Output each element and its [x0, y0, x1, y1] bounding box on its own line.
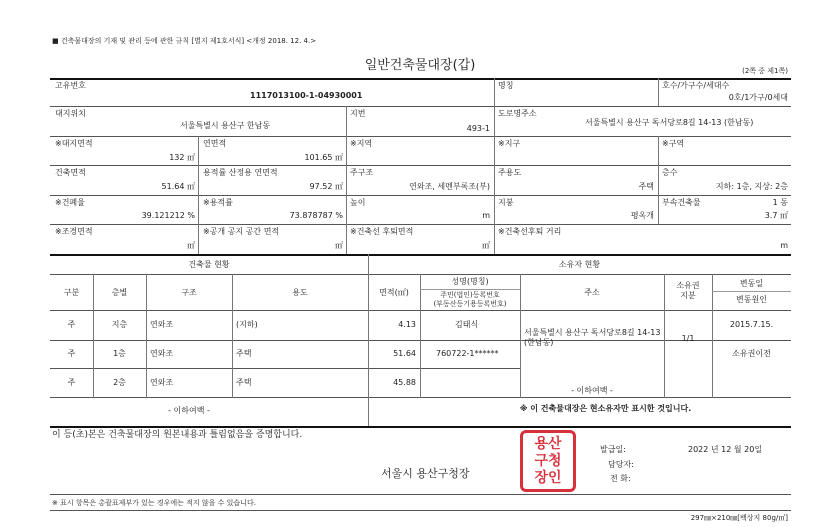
- building-area-value: 51.64 ㎡: [161, 182, 195, 191]
- setback-area-value: ㎡: [482, 241, 490, 250]
- height-value: m: [482, 211, 490, 220]
- name-label: 명칭: [498, 81, 514, 90]
- table-row-1-structure: 연와조: [150, 349, 174, 358]
- landscape-value: ㎡: [187, 241, 195, 250]
- col-change-reason: 변동원인: [736, 295, 767, 304]
- far-value: 73.878787 %: [289, 211, 343, 220]
- landscape-label: ※조경면적: [55, 227, 93, 236]
- issuer-name: 서울시 용산구청장: [381, 467, 470, 480]
- table-row-2-structure: 연와조: [150, 378, 174, 387]
- site-area-label: ※대지면적: [55, 139, 93, 148]
- structure-value: 연와조, 세멘부록조(부): [409, 182, 490, 191]
- phone-label: 전 화:: [610, 474, 631, 483]
- floor-area-label: 연면적: [203, 139, 227, 148]
- owner-name: 김태식: [455, 320, 479, 329]
- col-use: 용도: [292, 288, 308, 297]
- issue-date-label: 발급일:: [600, 445, 626, 454]
- owner-address: 서울특별시 용산구 독서당로8길 14-13 (한남동): [524, 328, 661, 347]
- public-space-value: ㎡: [335, 241, 343, 250]
- table-row-0-structure: 연와조: [150, 320, 174, 329]
- officer-label: 담당자:: [608, 460, 634, 469]
- annex-label: 부속건축물: [662, 198, 701, 207]
- floors-label: 층수: [662, 168, 678, 177]
- owner-share: 1/1: [681, 334, 695, 343]
- use-value: 주택: [638, 182, 654, 191]
- setback-area-label: ※건축선 후퇴면적: [350, 227, 414, 236]
- road-value: 서울특별시 용산구 독서당로8길 14-13 (한남동): [585, 118, 754, 127]
- far-area-label: 용적률 산정용 연면적: [203, 168, 278, 177]
- lot-label: 지번: [350, 109, 366, 118]
- district-label: ※지구: [498, 139, 521, 148]
- col-type: 구분: [63, 288, 80, 297]
- height-label: 높이: [350, 198, 366, 207]
- roof-value: 평옥개: [630, 211, 654, 220]
- setback-dist-label: ※건축선후퇴 거리: [498, 227, 562, 236]
- col-owner-name: 성명(명칭): [451, 277, 489, 286]
- col-owner-address: 주소: [584, 288, 600, 297]
- table-row-2-use: 주택: [236, 378, 252, 387]
- structure-label: 주구조: [350, 168, 374, 177]
- bcr-value: 39.121212 %: [141, 211, 195, 220]
- table-row-0-type: 주: [67, 320, 76, 329]
- building-end-note: - 이하여백 -: [168, 406, 210, 415]
- col-change-date: 변동일: [739, 279, 764, 288]
- table-row-1-area: 51.64: [393, 349, 416, 358]
- households-value: 0호/1가구/0세대: [728, 93, 788, 102]
- owner-status-title: 소유자 현황: [558, 260, 601, 269]
- unique-no-label: 고유번호: [55, 81, 86, 90]
- bcr-label: ※건폐율: [55, 198, 85, 207]
- far-area-value: 97.52 ㎡: [309, 182, 343, 191]
- table-row-1-type: 주: [67, 349, 76, 358]
- page-info: (2쪽 중 제1쪽): [742, 67, 788, 75]
- households-label: 호수/가구수/세대수: [662, 81, 730, 90]
- unique-no-value: 1117013100-1-04930001: [250, 91, 363, 100]
- site-label: 대지위치: [55, 109, 86, 118]
- table-row-0-floor: 지층: [111, 320, 128, 329]
- col-structure: 구조: [181, 288, 197, 297]
- regulation-note: ■ 건축물대장의 기재 및 관리 등에 관한 규칙 [별지 제1호서식] <개정 2018. 12. 4.>: [52, 37, 317, 45]
- area-label: ※구역: [662, 139, 685, 148]
- issue-date: 2022 년 12 월 20일: [688, 445, 763, 454]
- col-floor: 층별: [111, 288, 128, 297]
- table-row-2-type: 주: [67, 378, 76, 387]
- col-owner-id: 주민(법인)등록번호 (부동산등기용등록번호): [433, 291, 507, 308]
- paper-spec: 297㎜×210㎜[백상지 80g/㎡]: [690, 514, 788, 522]
- floor-area-value: 101.65 ㎡: [304, 153, 343, 162]
- official-seal: [520, 430, 576, 492]
- table-row-0-use: (지하): [236, 320, 258, 329]
- road-label: 도로명주소: [498, 109, 537, 118]
- owner-change-date: 2015.7.15.: [729, 320, 774, 329]
- table-row-1-floor: 1층: [113, 349, 126, 358]
- table-row-1-use: 주택: [236, 349, 252, 358]
- owner-change-reason: 소유권이전: [732, 349, 771, 358]
- col-owner-share: 소유권 지분: [676, 281, 700, 300]
- footnote: ※ 표시 항목은 총괄표제부가 있는 경우에는 적지 않을 수 있습니다.: [52, 499, 256, 507]
- owner-id: 760722-1******: [436, 349, 499, 358]
- annex-count: 1 동: [772, 198, 788, 207]
- public-space-label: ※공개 공지 공간 면적: [203, 227, 280, 236]
- site-area-value: 132 ㎡: [169, 153, 195, 162]
- far-label: ※용적률: [203, 198, 233, 207]
- owner-notice: ※ 이 건축물대장은 현소유자만 표시한 것입니다.: [519, 404, 692, 413]
- seal-lettering: 용산구청장인: [534, 435, 562, 486]
- use-label: 주용도: [498, 168, 522, 177]
- table-row-0-area: 4.13: [398, 320, 416, 329]
- table-row-2-area: 45.88: [393, 378, 416, 387]
- annex-area: 3.7 ㎡: [764, 211, 788, 220]
- roof-label: 지붕: [498, 198, 514, 207]
- page-title: 일반건축물대장(갑): [364, 58, 476, 73]
- certify-text: 이 등(초)본은 건축물대장의 원본내용과 틀림없음을 증명합니다.: [52, 430, 303, 440]
- site-value: 서울특별시 용산구 한남동: [180, 121, 271, 130]
- zone-label: ※지역: [350, 139, 373, 148]
- setback-dist-value: m: [780, 241, 788, 250]
- col-area: 면적(㎡): [379, 288, 409, 297]
- owner-end-note: - 이하여백 -: [571, 386, 613, 395]
- building-area-label: 건축면적: [55, 168, 86, 177]
- table-row-2-floor: 2층: [113, 378, 126, 387]
- lot-value: 493-1: [466, 124, 490, 133]
- floors-value: 지하: 1층, 지상: 2층: [715, 182, 788, 191]
- building-status-title: 건축물 현황: [188, 260, 230, 269]
